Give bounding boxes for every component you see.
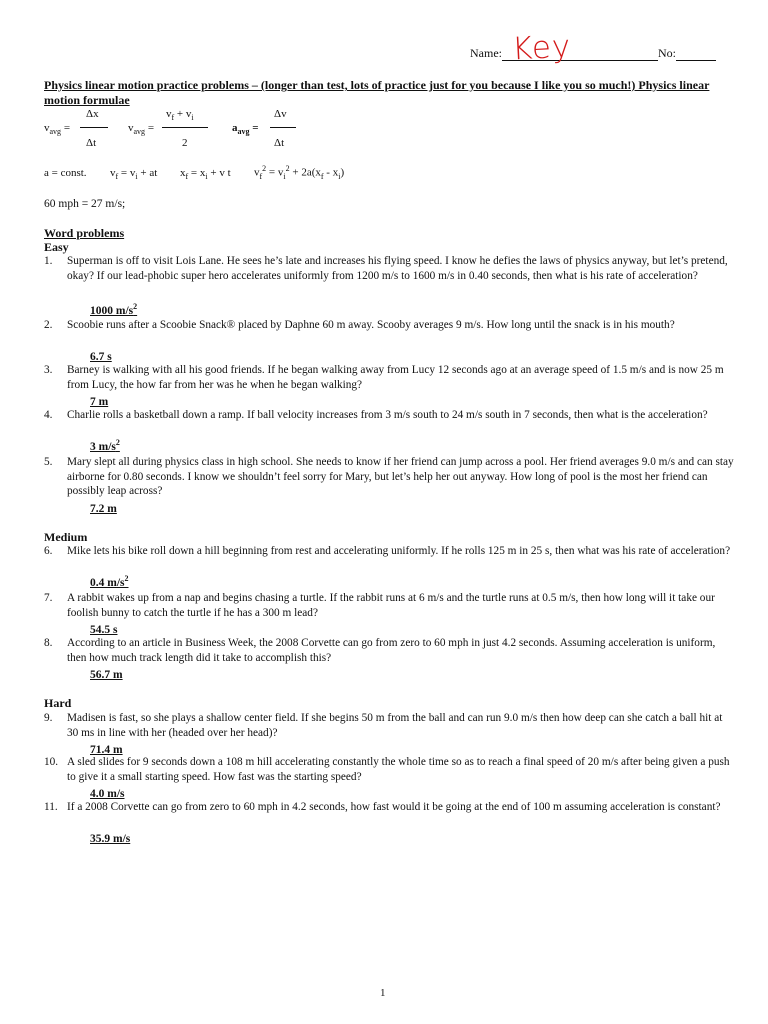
answer-4: 3 $m/s^2$: [90, 438, 120, 453]
word-problems-heading: Word problems: [44, 226, 125, 240]
problem-number: 3.: [44, 364, 53, 376]
problem-text: Mary slept all during physics class in high school. She needs to know if her friend can jump across a pool. Her friend averages 9.0 m/s and can stay airborne for 0.80 seconds. I know we shouldn’t feel sorry for Mary, but let’s help her out anyway. How long of pool is the most her friend can possibly leap across?: [67, 456, 734, 497]
problem-number: 4.: [44, 409, 53, 421]
unit-conversion: 60 mph = 27 m/s;: [44, 198, 126, 210]
easy-heading: Easy: [44, 240, 69, 254]
number-line: [676, 48, 716, 61]
fraction-bar-1: [80, 127, 108, 128]
kinematic-eq-1: $v_f = v_i$ + at: [110, 167, 158, 182]
problem-1: [44, 254, 734, 298]
problem-text: Scoobie runs after a Scoobie Snack® placed by Daphne 60 m away. Scooby averages 9 m/s. How long until the snack is in his mouth?: [67, 319, 675, 331]
problem-text: Mike lets his bike roll down a hill beginning from rest and accelerating uniformly. If he rolls 125 m in 25 s, then what was his rate of acceleration?: [67, 545, 731, 557]
hard-heading: Hard: [44, 696, 72, 710]
answer-10: 4.0 m/s: [90, 787, 125, 800]
fraction-bar-2: [162, 127, 208, 128]
problem-text: Superman is off to visit Lois Lane. He sees he’s late and increases his flying speed. I know he defies the laws of physics anyway, but let’s pretend, okay? If our lead-phobic super hero accelerates uniformly from 1200 m/s to 1600 m/s in 0.40 seconds, then what is his rate of acceleration?: [67, 255, 728, 282]
formula1-denominator: Δt: [86, 137, 97, 149]
answer-7: 54.5 s: [90, 623, 118, 636]
aavg-lhs: $a_{avg}$ =: [232, 122, 259, 137]
problem-number: 10.: [44, 756, 59, 768]
problem-9: [44, 711, 734, 741]
problem-text: A rabbit wakes up from a nap and begins chasing a turtle. If the rabbit runs at 6 m/s and the turtle runs at 0.5 m/s, then how long will it take our foolish bunny to catch the turtle if he has a 300 m lead?: [67, 592, 715, 619]
vavg-lhs-2: $v_{avg}$ =: [128, 122, 155, 137]
answer-3: 7 m: [90, 395, 109, 408]
problem-number: 2.: [44, 319, 53, 331]
answer-9: 71.4 m: [90, 743, 123, 756]
answer-6: 0.4 $m/s^2$: [90, 574, 129, 589]
vavg-lhs-1: $v_{avg}$ =: [44, 122, 71, 137]
fraction-bar-3: [270, 127, 296, 128]
answer-11: 35.9 m/s: [90, 832, 131, 845]
problem-4: [44, 408, 734, 438]
problem-6: [44, 544, 734, 574]
problem-10: [44, 755, 734, 785]
formula1-numerator: Δx: [86, 108, 99, 120]
formula3-numerator: Δv: [274, 108, 287, 120]
problem-number: 8.: [44, 637, 53, 649]
problem-3: [44, 363, 734, 393]
answer-1: 1000 $m/s^2$: [90, 302, 138, 317]
problem-number: 6.: [44, 545, 53, 557]
formula2-denominator: 2: [182, 137, 188, 149]
problem-text: If a 2008 Corvette can go from zero to 60 mph in 4.2 seconds, how fast would it be going at the end of 100 m assuming acceleration is constant?: [67, 801, 721, 813]
name-number-row: [470, 46, 716, 61]
problem-11: [44, 800, 734, 830]
problem-text: A sled slides for 9 seconds down a 108 m hill accelerating constantly the whole time so as to reach a final speed of 20 m/s after being given a push to give it a small starting speed. How fast was the starting speed?: [67, 756, 730, 783]
page-number: 1: [380, 987, 386, 999]
problem-text: Charlie rolls a basketball down a ramp. If ball velocity increases from 3 m/s south to 24 m/s south in 7 seconds, then what is the acceleration?: [67, 409, 708, 421]
page-title: Physics linear motion practice problems – (longer than test, lots of practice just for you because I like you so much!) Physics linear motion formulae: [44, 78, 710, 107]
formula3-denominator: Δt: [274, 137, 285, 149]
problem-text: Madisen is fast, so she plays a shallow center field. If she begins 50 m from the ball and can run 9.0 m/s then how deep can she catch a ball hit at 30 ms in line with her (headed over her head)?: [67, 712, 723, 739]
problem-2: [44, 318, 734, 348]
formula2-numerator: $v_f + v_i$: [166, 108, 194, 123]
problem-8: [44, 636, 734, 666]
problem-text: Barney is walking with all his good friends. If he began walking away from Lucy 12 seconds ago at an average speed of 1.5 m/s and is now 25 m from Lucy, the how far from her was he when he began walking?: [67, 364, 724, 391]
kinematic-eq-3: $v_f^2 = v_i^2 + 2a(x_f - x_i)$: [254, 164, 345, 181]
answer-5: 7.2 m: [90, 502, 117, 515]
problem-number: 7.: [44, 592, 53, 604]
problem-text: According to an article in Business Week, the 2008 Corvette can go from zero to 60 mph in just 4.2 seconds. Assuming acceleration is uniform, then how much track length did it take to accomplish this?: [67, 637, 716, 664]
name-label: Name:: [470, 46, 502, 60]
handwritten-key: Key: [511, 28, 573, 68]
answer-8: 56.7 m: [90, 668, 123, 681]
problem-number: 11.: [44, 801, 58, 813]
problem-7: [44, 591, 734, 621]
constant-acceleration-note: a = const.: [44, 167, 87, 179]
problem-number: 1.: [44, 255, 53, 267]
kinematic-eq-2: $x_f = x_i + v$ t: [180, 167, 231, 182]
answer-2: 6.7 s: [90, 350, 112, 363]
problem-number: 5.: [44, 456, 53, 468]
problem-number: 9.: [44, 712, 53, 724]
medium-heading: Medium: [44, 530, 88, 544]
number-label: No:: [658, 46, 676, 60]
problem-5: [44, 455, 734, 499]
